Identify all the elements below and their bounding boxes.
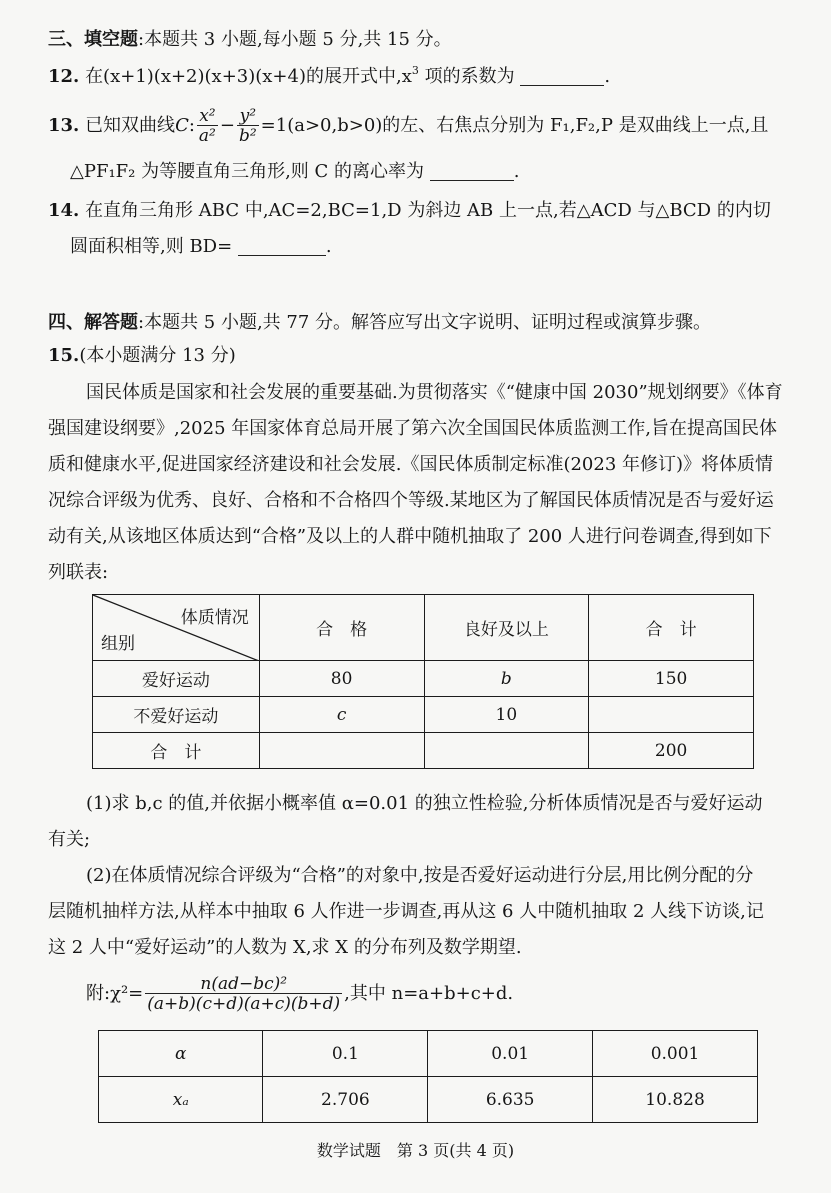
appendix-suffix: ,其中 n=a+b+c+d. xyxy=(344,983,514,1004)
table-cell: 0.1 xyxy=(263,1031,428,1077)
section-4-title: 四、解答题 xyxy=(48,312,138,333)
part-1-line: (1)求 b,c 的值,并依据小概率值 α=0.01 的独立性检验,分析体质情况是否与爱好运动 xyxy=(86,793,763,814)
question-12-text: 在(x+1)(x+2)(x+3)(x+4)的展开式中,x xyxy=(85,66,412,87)
question-14-line-2-text: 圆面积相等,则 BD= xyxy=(70,236,233,257)
question-15-header xyxy=(48,342,236,370)
question-13-text-a: 已知双曲线 xyxy=(85,115,176,136)
table-cell: 150 xyxy=(589,661,754,697)
paragraph-line: 强国建设纲要》,2025 年国家体育总局开展了第六次全国国民体质监测工作,旨在提高国民体 xyxy=(48,418,777,439)
table-cell: b xyxy=(424,661,589,697)
question-13-line-2 xyxy=(70,158,520,186)
corner-top-label: 体质情况 xyxy=(180,608,249,628)
section-3-heading xyxy=(48,26,452,54)
question-12 xyxy=(48,63,610,91)
question-13-number: 13. xyxy=(48,115,80,136)
appendix-formula xyxy=(86,970,513,1018)
table-header-row xyxy=(93,595,754,661)
question-15-paragraph xyxy=(48,375,783,591)
question-12-end: . xyxy=(604,66,611,87)
paragraph-line: 质和健康水平,促进国家经济建设和社会发展.《国民体质制定标准(2023 年修订)》将体质情 xyxy=(48,454,774,475)
fraction-1-denominator: a² xyxy=(198,125,216,146)
question-13-end: . xyxy=(513,161,520,182)
paragraph-line: 动有关,从该地区体质达到“合格”及以上的人群中随机抽取了 200 人进行问卷调查,得到如下 xyxy=(48,526,772,547)
question-14-line-1 xyxy=(48,197,771,225)
section-3-desc: :本题共 3 小题,每小题 5 分,共 15 分。 xyxy=(138,29,452,50)
question-15-number: 15. xyxy=(48,345,80,366)
fraction-x-over-a xyxy=(197,107,218,146)
question-13-text-b: =1(a>0,b>0)的左、右焦点分别为 F₁,F₂,P 是双曲线上一点,且 xyxy=(260,115,769,136)
table-cell: 0.001 xyxy=(593,1031,758,1077)
table-cell: c xyxy=(259,697,424,733)
table-row xyxy=(93,661,754,697)
chi-square-denominator: (a+b)(c+d)(a+c)(b+d) xyxy=(147,993,341,1014)
question-12-text-b: 项的系数为 xyxy=(424,66,515,87)
table-row xyxy=(99,1031,758,1077)
fraction-2-numerator: y² xyxy=(237,107,259,126)
fraction-1-numerator: x² xyxy=(197,107,218,126)
part-2-line: 这 2 人中“爱好运动”的人数为 X,求 X 的分布列及数学期望. xyxy=(48,937,522,958)
table-cell: 6.635 xyxy=(428,1077,593,1123)
question-14-number: 14. xyxy=(48,200,80,221)
table-cell xyxy=(589,697,754,733)
part-1-line: 有关; xyxy=(48,829,91,850)
chi-square-fraction xyxy=(145,975,342,1014)
appendix-prefix: 附:χ²= xyxy=(86,983,144,1004)
fraction-y-over-b xyxy=(237,107,259,146)
table-row xyxy=(93,733,754,769)
question-14-line-1-text: 在直角三角形 ABC 中,AC=2,BC=1,D 为斜边 AB 上一点,若△ACD 与△BCD 的内切 xyxy=(85,200,771,221)
column-header: 合 格 xyxy=(259,595,424,661)
table-row xyxy=(99,1077,758,1123)
answer-blank-12[interactable] xyxy=(520,67,604,86)
table-cell: 10 xyxy=(424,697,589,733)
table-cell xyxy=(259,733,424,769)
table-cell: 10.828 xyxy=(593,1077,758,1123)
row-label: 爱好运动 xyxy=(93,661,260,697)
contingency-table xyxy=(92,594,754,769)
question-12-exponent: 3 xyxy=(411,64,419,77)
column-header: 合 计 xyxy=(589,595,754,661)
question-14-line-2 xyxy=(70,233,332,261)
table-cell: 80 xyxy=(259,661,424,697)
question-15-part-2 xyxy=(48,858,764,966)
answer-blank-13[interactable] xyxy=(430,162,514,181)
curve-name: C xyxy=(175,115,189,136)
table-cell: α xyxy=(99,1031,263,1077)
table-corner-cell xyxy=(93,595,260,661)
question-15-part-1 xyxy=(48,786,762,858)
corner-bottom-label: 组别 xyxy=(101,634,135,654)
chi-square-numerator: n(ad−bc)² xyxy=(145,975,342,994)
page-footer: 数学试题 第 3 页(共 4 页) xyxy=(316,1141,515,1160)
fraction-2-denominator: b² xyxy=(238,125,257,146)
table-cell xyxy=(424,733,589,769)
table-row xyxy=(93,697,754,733)
table-cell: 0.01 xyxy=(428,1031,593,1077)
question-13-line-1: 13. 已知双曲线C: $\frac{\text{x²}}{\text{a²}}$ − $\frac{\text{y²}}{\text{b²}}$ =1(a>0,b>0)的左、右焦点分别为 F₁,F₂,P 是双曲线上一点,且 xyxy=(48,105,769,146)
section-3-title: 三、填空题 xyxy=(48,29,138,50)
section-4-desc: :本题共 5 小题,共 77 分。解答应写出文字说明、证明过程或演算步骤。 xyxy=(138,312,712,333)
question-15-points: (本小题满分 13 分) xyxy=(79,345,236,366)
table-cell: 200 xyxy=(589,733,754,769)
question-13-line-2-text: △PF₁F₂ 为等腰直角三角形,则 C 的离心率为 xyxy=(70,161,425,182)
column-header: 良好及以上 xyxy=(424,595,589,661)
paragraph-line: 国民体质是国家和社会发展的重要基础.为贯彻落实《“健康中国 2030”规划纲要》《体育 xyxy=(86,382,783,403)
table-cell: xₐ xyxy=(99,1077,263,1123)
question-14-end: . xyxy=(325,236,332,257)
row-label: 合 计 xyxy=(93,733,260,769)
part-2-line: (2)在体质情况综合评级为“合格”的对象中,按是否爱好运动进行分层,用比例分配的分 xyxy=(86,865,754,886)
question-12-number: 12. xyxy=(48,66,80,87)
critical-value-table xyxy=(98,1030,758,1123)
paragraph-line: 况综合评级为优秀、良好、合格和不合格四个等级.某地区为了解国民体质情况是否与爱好运 xyxy=(48,490,774,511)
paragraph-line: 列联表: xyxy=(48,562,109,583)
row-label: 不爱好运动 xyxy=(93,697,260,733)
part-2-line: 层随机抽样方法,从样本中抽取 6 人作进一步调查,再从这 6 人中随机抽取 2 人线下访谈,记 xyxy=(48,901,764,922)
answer-blank-14[interactable] xyxy=(238,237,326,256)
table-cell: 2.706 xyxy=(263,1077,428,1123)
section-4-heading xyxy=(48,309,711,337)
